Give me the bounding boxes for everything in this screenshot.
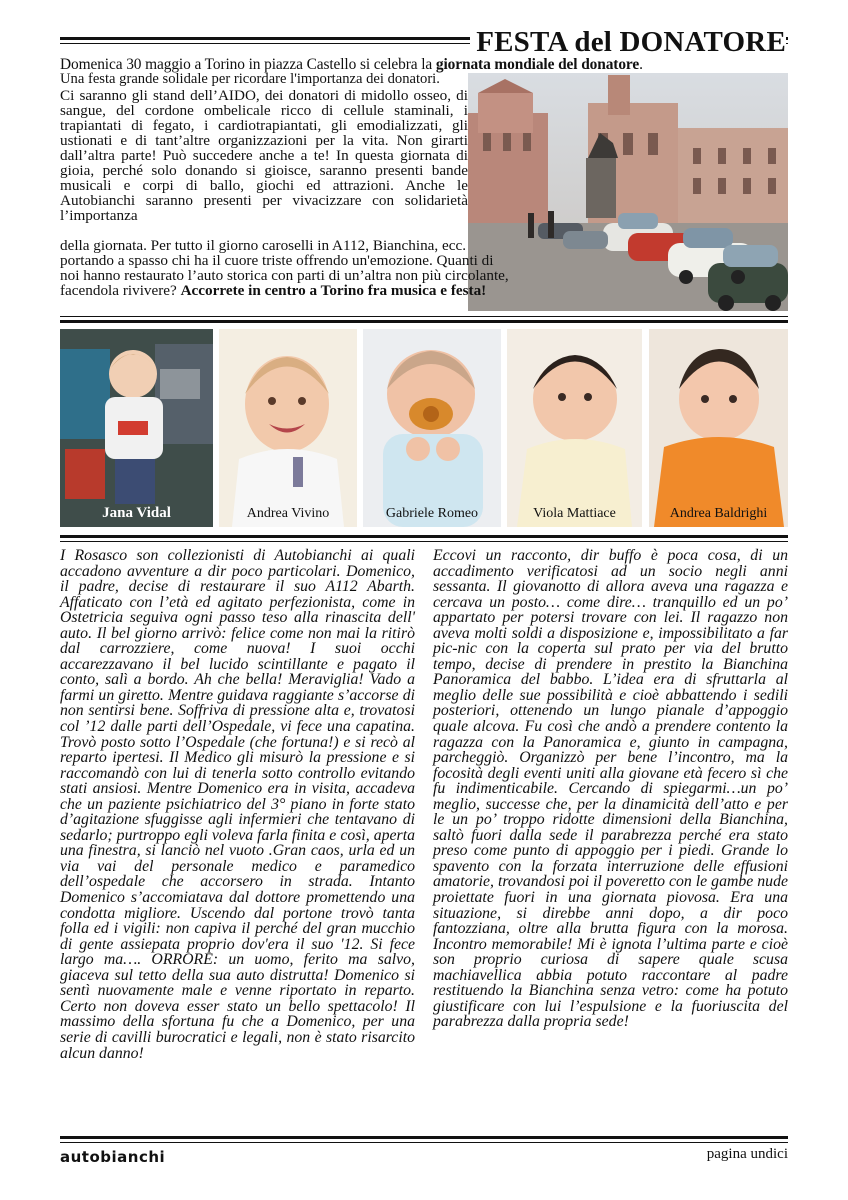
article-line-start: facendola rivivere? [60,282,181,299]
photo-andrea-vivino [219,329,357,527]
photo-caption: Andrea Baldrighi [669,506,768,521]
autobianchi-logo: autobianchi [60,1148,166,1166]
photo-caption: Jana Vidal [102,505,171,521]
page-number: pagina undici [706,1146,788,1162]
article-last-line [60,283,788,298]
intro-line-1 [60,57,788,72]
photo-caption: Viola Mattiace [533,506,616,521]
article-line: della giornata. Per tutto il giorno caroselli in A112, Bianchina, ecc. [60,237,467,254]
section-rule-thick [60,320,788,323]
stories-rule-thick [60,535,788,538]
call-to-action: Accorrete in centro a Torino fra musica e festa! [180,282,487,299]
story-left: I Rosasco son collezionisti di Autobianchi ai quali accadono avventure a dir poco particolari. Domenico, il padre, decise di restaurare il suo A112 Abarth. Affaticato con l’età ed agitato perfezionista, come in Ostetricia seguiva ogni passo teso alla rinascita dell' auto. Il bel giorno arrivò: felice come non mai la ritirò dal carrozziere, come nuova! I suoi occhi accarezzavano il bel lucido scintillante e pagato il conto, salì a bordo. Ah che bella! Meraviglia! Vado a farmi un giretto. Mentre guidava raggiante s’accorse di non sentirsi bene. Soffriva di pressione alta e, trovatosi col ’12 dalle parti dell’Ospedale, vi fece una capatina. Trovò posto sotto l’Ospedale (che fortuna!) e si recò al reparto ipertesi. Il Medico gli misurò la pressione e si raccomandò con lui di tenerla sotto controllo evitando stati ansiosi. Mentre Domenico era in visita, accadeva che un paziente psichiatrico del 3° piano in forte stato d’agitazione sfuggisse agli infermieri che tentavano di sedarlo; purtroppo egli voleva farla finita e così, aperta una finestra, si lanciò nel vuoto .Gran caos, urla ed un via vai del personale medico e paramedico dell’ospedale che accorsero in strada. Intanto Domenico s’accomiatava dal dottore promettendo una condotta migliore. Uscendo dal portone trovò tanta folla ed i vigili: non capiva il perché del gran mucchio di gente assiepata proprio dov'era il suo '12. Si fece largo ma…. ORRORE: un uomo, ferito ma salvo, giaceva sul tetto della sua auto distrutta! Domenico si sentì nuovamente male e venne riportato in reparto. Certo non doveva esser stato un bello spettacolo! Il massimo della sfortuna fu che a Domenico, per una serie di cavilli burocratici e legali, non è stato risarcito alcun danno! [60,547,415,1062]
photo-andrea-baldrighi [649,329,788,527]
photo-caption: Gabriele Romeo [385,506,479,521]
footer-rule-thin [60,1142,788,1143]
intro-end: . [639,56,643,73]
article-top-text: Ci saranno gli stand dell’AIDO, dei donatori di midollo osseo, di sangue, del cordone ombelicale ricco di cellule staminali, i trapiantati di fegato, i cardiotrapiantati, gli emodializzati, gli ustionati e di tant’altre organizzazioni per la vita. Non girarti dall’altra parte! Può succedere anche a te! In questa giornata di gioia, perché solo donando si gioisce, saranno presenti bande musicali e corpi di ballo, giochi ed attrazioni. Anche le Autobianchi saranno presenti per vivacizzare con solidarietà l’importanza [60,87,468,224]
photo-jana-vidal [60,329,213,527]
stories-rule-thin [60,541,788,542]
article-top-wide [60,238,788,298]
intro-line-2: Una festa grande solidale per ricordare l'importanza dei donatori. [60,71,440,88]
article-line: portando a spasso chi ha il cuore triste offrendo un'emozione. Quanti di [60,252,494,269]
intro-highlight: giornata mondiale del donatore [435,56,640,73]
photo-viola-mattiace [507,329,642,527]
section-rule-thin [60,316,788,317]
intro-text: Domenica 30 maggio a Torino in piazza Castello si celebra la [60,56,436,73]
photo-caption: Andrea Vivino [246,506,330,521]
photo-gabriele-romeo [363,329,501,527]
photo-strip [60,329,788,527]
story-right: Eccovi un racconto, dir buffo è poca cosa, di un accadimento verificatosi ad un socio negli anni sessanta. Il giovanotto di allora aveva una ragazza e cercava un posto… come dire… tranquillo ed un po’ appartato per potersi trovare con lei. Il ragazzo non aveva molti soldi a disposizione e, impossibilitato a far pic-nic con la coperta sul prato per via del brutto tempo, decise di prendere in prestito la Bianchina Panoramica del babbo. L’idea era di sfruttarla al meglio delle sue possibilità e cioè abbattendo i sedili posteriori, ottenendo un lungo pianale d’appoggio quale alcova. Fu così che andò a prendere contento la ragazza con la Panoramica e, giunto in campagna, parcheggiò. Organizzò per bene l’incontro, ma la focosità degli eventi uniti alla giovane età fecero sì che fu indimenticabile. Cercando di spiegarmi…un po’ meglio, successe che, per la dinamicità dell’atto e per le un po’ troppo ridotte dimensioni della Bianchina, saltò fuori dalla sede il parabrezza perché era stato preso come punto di appoggio per i piedi. Grande lo spavento con la forzata interruzione delle effusioni amatorie, trovandosi poi il poveretto con le gambe nude proiettate fuori in una giornata piovosa. Era una situazione, si direbbe anni dopo, a dir poco fantozziana, oltre alla brutta figura con la morosa. Incontro memorabile! Mi è ignota l’ultima parte e cioè son proprio curiosa di sapere quale scusa machiavellica abbia potuto raccontare al padre restituendo la Bianchina senza vetro: come ha potuto giustificare con lui l’espulsione e la fuoriuscita del parabrezza dalla propria sede! [433,547,788,1031]
footer-rule-thick [60,1136,788,1139]
page-title: FESTA del DONATORE [470,26,786,59]
article-line: noi hanno restaurato l’auto storica con parti di un’altra non più circolante, [60,267,509,284]
